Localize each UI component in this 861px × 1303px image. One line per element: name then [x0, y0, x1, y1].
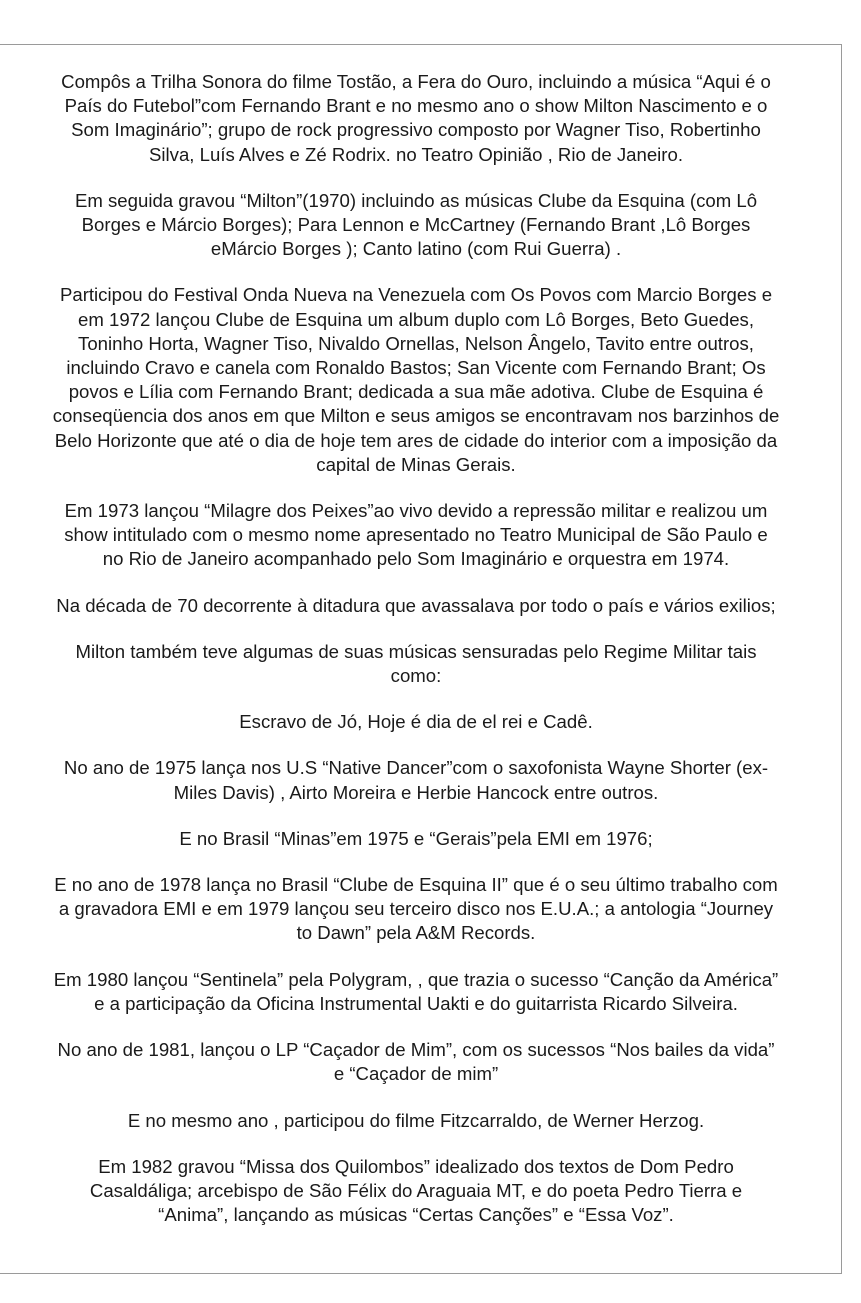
paragraph-musicas-censuradas: Escravo de Jó, Hoje é dia de el rei e Cadê.: [239, 711, 593, 733]
paragraph-milton-1970: Em seguida gravou “Milton”(1970) incluindo as músicas Clube da Esquina (com Lô Borges e Márcio Borges); Para Lennon e McCartney (Fernando Brant ,Lô Borges eMárcio Borges ); Canto latino (com Rui Guerra) .: [74, 189, 758, 260]
document-body: [10, 70, 822, 1249]
paragraph-missa-quilombos: Em 1982 gravou “Missa dos Quilombos” idealizado dos textos de Dom Pedro Casaldáliga; arcebispo de São Félix do Araguaia MT, e do poeta Pedro Tierra e “Anima”, lançando as músicas “Certas Canções” e “Essa Voz”.: [89, 1155, 743, 1226]
paragraph-onda-nueva: Participou do Festival Onda Nueva na Venezuela com Os Povos com Marcio Borges e em 1972 lançou Clube de Esquina um album duplo com Lô Borges, Beto Guedes, Toninho Horta, Wagner Tiso, Nivaldo Ornellas, Nelson Ângelo, Tavito entre outros, incluindo Cravo e canela com Ronaldo Bastos; San Vicente com Fernando Brant; Os povos e Lília com Fernando Brant; dedicada a sua mãe adotiva. Clube de Esquina é conseqüencia dos anos em que Milton e seus amigos se encontravam nos barzinhos de Belo Horizonte que até o dia de hoje tem ares de cidade do interior com a imposição da capital de Minas Gerais.: [52, 284, 780, 475]
paragraph-sentinela: Em 1980 lançou “Sentinela” pela Polygram, , que trazia o sucesso “Canção da América” e a participação da Oficina Instrumental Uakti e do guitarrista Ricardo Silveira.: [53, 968, 779, 1014]
paragraph-cacador-de-mim: No ano de 1981, lançou o LP “Caçador de Mim”, com os sucessos “Nos bailes da vida” e “Caçador de mim”: [57, 1039, 775, 1085]
paragraph-milagre-dos-peixes: Em 1973 lançou “Milagre dos Peixes”ao vivo devido a repressão militar e realizou um show intitulado com o mesmo nome apresentado no Teatro Municipal de São Paulo e no Rio de Janeiro acompanhado pelo Som Imaginário e orquestra em 1974.: [64, 500, 768, 570]
paragraph-fitzcarraldo: E no mesmo ano , participou do filme Fitzcarraldo, de Werner Herzog.: [127, 1109, 705, 1131]
paragraph-censura: Milton também teve algumas de suas músicas sensuradas pelo Regime Militar tais como:: [75, 640, 757, 687]
paragraph-minas-gerais: E no Brasil “Minas”em 1975 e “Gerais”pela EMI em 1976;: [179, 827, 653, 849]
paragraph-ditadura: Na década de 70 decorrente à ditadura que avassalava por todo o país e vários exilios;: [56, 594, 776, 616]
paragraph-native-dancer: No ano de 1975 lança nos U.S “Native Dancer”com o saxofonista Wayne Shorter (ex- Miles Davis) , Airto Moreira e Herbie Hancock entre outros.: [63, 757, 769, 803]
paragraph-tostao: Compôs a Trilha Sonora do filme Tostão, a Fera do Ouro, incluindo a música “Aqui é o País do Futebol”com Fernando Brant e no mesmo ano o show Milton Nascimento e o Som Imaginário”; grupo de rock progressivo composto por Wagner Tiso, Robertinho Silva, Luís Alves e Zé Rodrix. no Teatro Opinião , Rio de Janeiro.: [61, 71, 771, 165]
paragraph-clube-esquina-ii: E no ano de 1978 lança no Brasil “Clube de Esquina II” que é o seu último trabalho com a gravadora EMI e em 1979 lançou seu terceiro disco nos E.U.A.; a antologia “Journey to Dawn” pela A&M Records.: [54, 874, 778, 944]
